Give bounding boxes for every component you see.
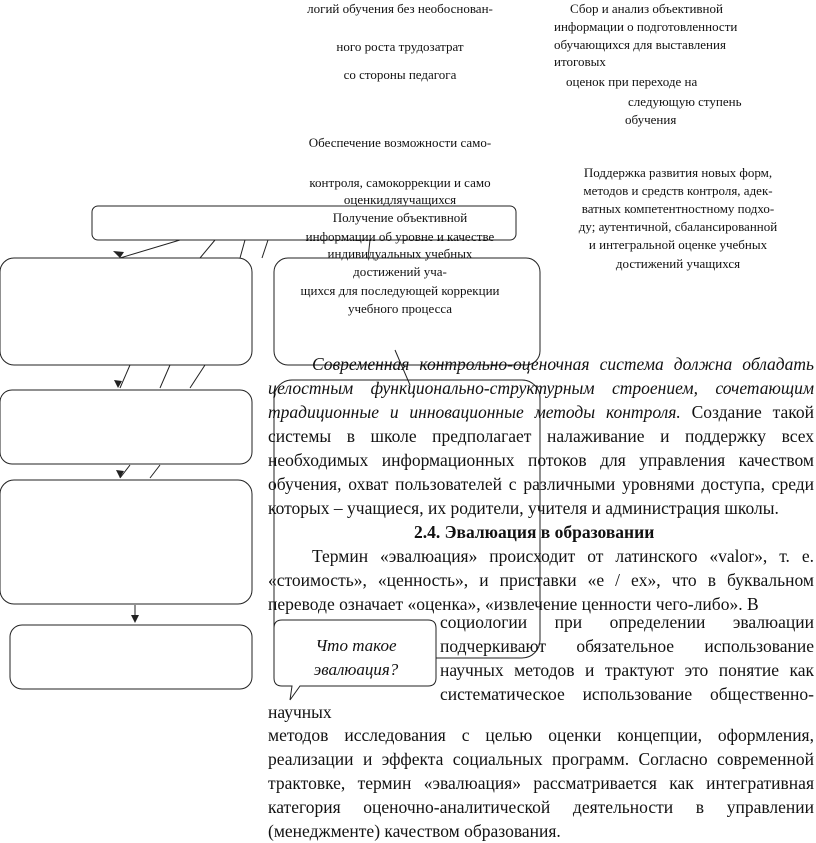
diagram-left-box-1 (0, 258, 252, 365)
callout-text (276, 634, 436, 682)
right-col-line-10: ватных компетентностному подхо- (581, 201, 775, 216)
diagram-left-box-3 (0, 480, 252, 604)
callout-line-2: эвалюация? (313, 660, 399, 679)
callout-line-1: Что такое (315, 636, 397, 655)
paragraph-3-line-3: научных методов и трактуют это понятие как (440, 660, 814, 680)
right-col-line-2: информации о подготовленности (554, 19, 738, 34)
left-col-line-4: Обеспечение возможности само- (308, 135, 492, 150)
right-col-line-4: итоговых (554, 54, 606, 69)
left-col-line-7: Получение объективной (332, 210, 468, 225)
right-col-line-1: Сбор и анализ объективной (570, 1, 723, 16)
right-col-line-3: обучающихся для выставления (554, 37, 726, 52)
left-col-line-10: достижений уча- (353, 264, 447, 279)
paragraph-3-line-1: социологии при определении эвалюации (440, 612, 814, 632)
paragraph-1-italic: Современная контрольно-оценочная система должна обладать целостным функционально-структурным строением, сочетающим традиционные и инновационные методы контроля. (268, 354, 814, 422)
section-heading: 2.4. Эвалюация в образовании (414, 522, 655, 542)
left-col-line-5: контроля, самокоррекции и само (309, 175, 491, 190)
right-col-line-7: обучения (625, 112, 677, 127)
paragraph-3 (440, 610, 814, 706)
left-col-line-1: логий обучения без необоснован- (307, 1, 493, 16)
left-col-line-3: со стороны педагога (343, 67, 457, 82)
left-col-line-11: щихся для последующей коррекции (300, 283, 500, 298)
right-col-line-12: и интегральной оценке учебных (588, 237, 768, 252)
paragraph-3-line-4: систематическое использование общественно- (440, 684, 814, 704)
paragraph-3-line-2: подчеркивают обязательное использование (440, 636, 814, 656)
paragraph-4-first: научных (268, 702, 332, 722)
paragraph-1 (268, 352, 814, 520)
left-col-line-2: ного роста трудозатрат (336, 39, 464, 54)
right-col-line-11: ду; аутентичной, сбалансированной (578, 219, 778, 234)
right-col-line-5: оценок при переходе на (566, 74, 698, 89)
right-col-line-9: методов и средств контроля, адек- (583, 183, 773, 198)
paragraph-2: Термин «эвалюация» происходит от латинского «valor», т. е. «стоимость», «ценность», и приставки «e / ex», что в буквальном переводе означает «оценка», «извлечение ценности чего-либо». В (268, 546, 814, 614)
left-col-line-12: учебного процесса (347, 301, 453, 316)
left-col-line-9: индивидуальных учебных (327, 246, 473, 261)
left-col-line-8: информации об уровне и качестве (305, 229, 495, 244)
right-col-line-13: достижений учащихся (615, 256, 741, 271)
diagram-left-box-2 (0, 390, 252, 464)
paragraph-1-normal: Создание такой системы в школе предполагает налаживание и поддержку всех необходимых информационных потоков для управления качеством обучения, охват пользователей с различными уровнями доступа, среди которых – учащиеся, их родители, учителя и администрация школы. (268, 402, 815, 518)
paragraph-4: методов исследования с целью оценки концепции, оформления, реализации и эффекта социальных программ. Согласно современной трактовке, термин «эвалюация» рассматривается как интегративная категория оценочно-аналитической деятельности в управлении (менеджменте) качеством образования. (268, 725, 814, 841)
left-col-line-6: оценкидляучащихся (343, 192, 457, 207)
diagram-left-box-4 (10, 625, 252, 689)
right-col-line-8: Поддержка развития новых форм, (583, 165, 773, 180)
right-col-line-6: следующую ступень (628, 94, 742, 109)
